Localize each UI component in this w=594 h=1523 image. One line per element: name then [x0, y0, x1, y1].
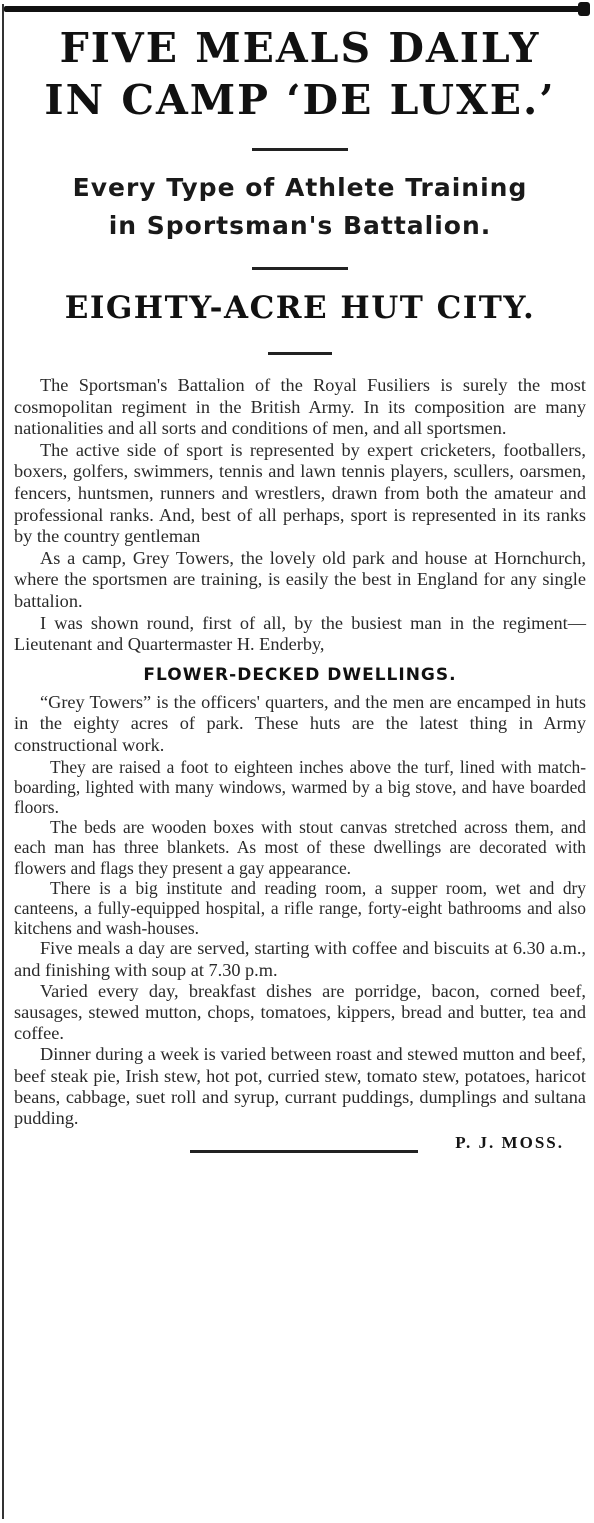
- top-rule: [4, 6, 582, 12]
- meal-paragraph-2: Varied every day, breakfast dishes are porridge, bacon, corned beef, sausages, stewed mutton, chops, tomatoes, kippers, bread and butter, tea and coffee.: [14, 980, 586, 1044]
- section-divider: [268, 352, 332, 355]
- subheadline-line-1: Every Type of Athlete Training: [72, 173, 528, 202]
- meal-paragraph-1: Five meals a day are served, starting with coffee and biscuits at 6.30 a.m., and finishing with soup at 7.30 p.m.: [14, 938, 586, 980]
- article: [14, 22, 586, 1153]
- section-title: EIGHTY-ACRE HUT CITY.: [64, 290, 536, 326]
- hut-paragraph-1: They are raised a foot to eighteen inches above the turf, lined with match-boarding, lighted with many windows, warmed by a big stove, and have boarded floors.: [14, 756, 586, 817]
- grey-towers-paragraph: “Grey Towers” is the officers' quarters, and the men are encamped in huts in the eighty acres of park. These huts are the latest thing in Army constructional work.: [14, 691, 586, 755]
- headline-line-2: IN CAMP ‘DE LUXE.’: [44, 76, 556, 124]
- headline-divider: [252, 148, 348, 151]
- signature: P. J. MOSS.: [455, 1133, 564, 1153]
- hut-paragraph-2: The beds are wooden boxes with stout canvas stretched across them, and each man has three blankets. As most of these dwellings are decorated with flowers and flags they present a gay appearance.: [14, 817, 586, 878]
- column-rule: [2, 4, 4, 1519]
- intro-paragraph-4: I was shown round, first of all, by the busiest man in the regiment—Lieutenant and Quartermaster H. Enderby,: [14, 612, 586, 655]
- signature-rule: [190, 1150, 418, 1153]
- subheadline-line-2: in Sportsman's Battalion.: [108, 211, 492, 240]
- intro-paragraph-1: The Sportsman's Battalion of the Royal Fusiliers is surely the most cosmopolitan regiment in the British Army. In its composition are many nationalities and all sorts and conditions of men, and all sportsmen.: [14, 375, 586, 439]
- meal-paragraph-3: Dinner during a week is varied between roast and stewed mutton and beef, beef steak pie, Irish stew, hot pot, curried stew, tomato stew, potatoes, haricot beans, cabbage, suet roll and syrup, currant puddings, dumplings and sultana pudding.: [14, 1044, 586, 1128]
- intro-paragraph-2: The active side of sport is represented by expert cricketers, footballers, boxers, golfers, swimmers, tennis and lawn tennis players, scullers, oarsmen, fencers, huntsmen, runners and wrestlers, drawn from both the amateur and professional ranks. And, best of all perhaps, sport is represented in its ranks by the country gentleman: [14, 439, 586, 547]
- subheadline-divider: [252, 267, 348, 270]
- headline-line-1: FIVE MEALS DAILY: [59, 24, 541, 72]
- hut-paragraph-3: There is a big institute and reading room, a supper room, wet and dry canteens, a fully-equipped hospital, a rifle range, forty-eight bathrooms and also kitchens and wash-houses.: [14, 877, 586, 939]
- intro-paragraph-3: As a camp, Grey Towers, the lovely old park and house at Hornchurch, where the sportsmen are training, is easily the best in England for any single battalion.: [14, 547, 586, 611]
- subhead: FLOWER-DECKED DWELLINGS.: [143, 664, 457, 685]
